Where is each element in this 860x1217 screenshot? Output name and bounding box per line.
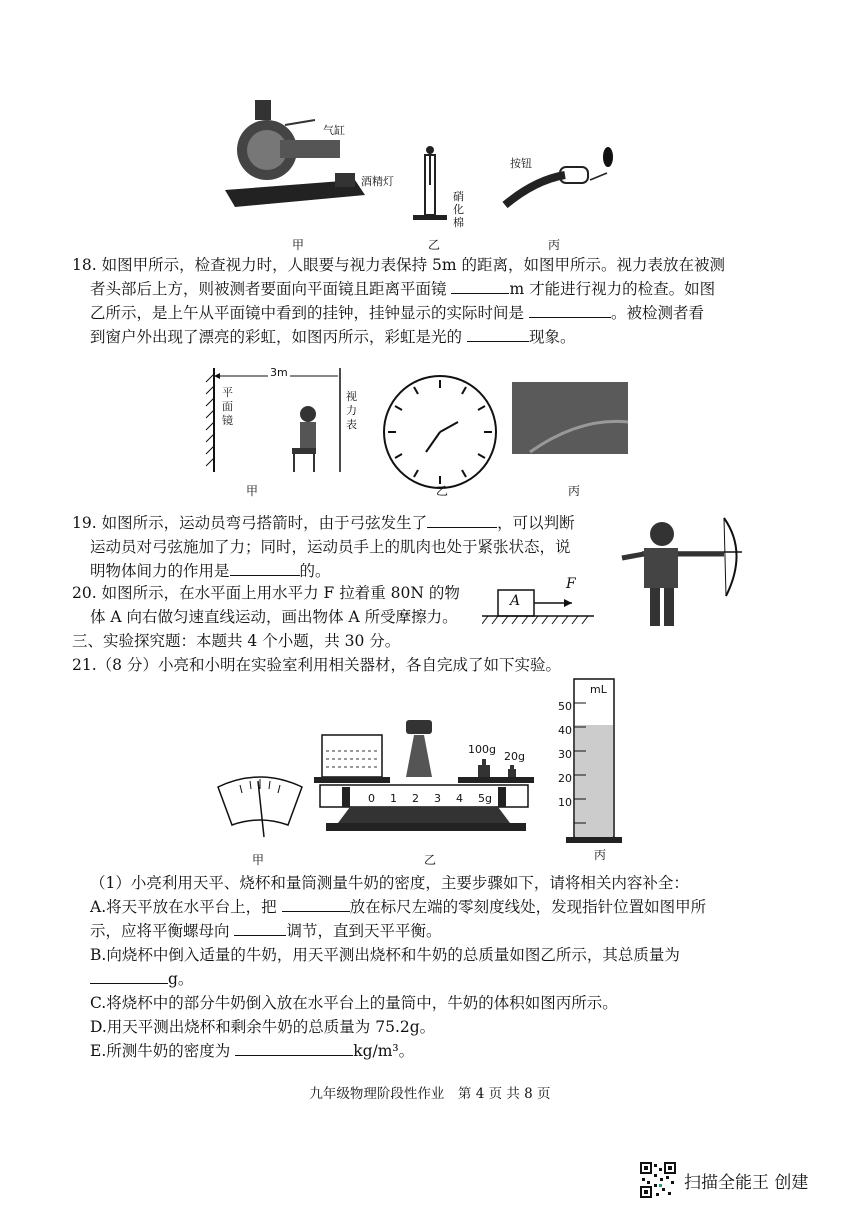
caption-18-a: 甲 bbox=[246, 484, 259, 498]
q18-number: 18. bbox=[72, 256, 97, 274]
q19-line1: 19. 如图所示，运动员弯弓搭箭时，由于弓弦发生了 ，可以判断 bbox=[72, 514, 575, 532]
figure-21 bbox=[210, 675, 650, 860]
q21-step-c: C.将烧杯中的部分牛奶倒入放在水平台上的量筒中，牛奶的体积如图丙所示。 bbox=[90, 994, 618, 1012]
figure-top-drawing bbox=[215, 95, 635, 255]
caption-18-b: 乙 bbox=[436, 484, 449, 498]
q21-step-a-line2: 示，应将平衡螺母向 调节，直到天平平衡。 bbox=[90, 922, 442, 940]
qr-code-icon bbox=[640, 1162, 676, 1198]
q20-line2: 体 A 向右做匀速直线运动，画出物体 A 所受摩擦力。 bbox=[90, 608, 458, 626]
caption-top-b: 乙 bbox=[428, 238, 441, 252]
q18-line1: 18. 如图甲所示，检查视力时，人眼要与视力表保持 5m 的距离，如图甲所示。视力表放在被测 bbox=[72, 256, 726, 274]
q18-line4: 到窗户外出现了漂亮的彩虹，如图丙所示，彩虹是光的 现象。 bbox=[90, 328, 576, 346]
q18-line3: 乙所示，是上午从平面镜中看到的挂钟，挂钟显示的实际时间是 。被检测者看 bbox=[90, 304, 704, 322]
figure-20 bbox=[482, 576, 602, 628]
label-chart: 视 力 表 bbox=[346, 390, 357, 431]
q21-step-a-line1: A.将天平放在水平台上，把 放在标尺左端的零刻度线处，发现指针位置如图甲所 bbox=[90, 898, 707, 916]
watermark-text: 扫描全能王 创建 bbox=[684, 1172, 809, 1193]
section-3-heading: 三、实验探究题：本题共 4 个小题，共 30 分。 bbox=[72, 632, 401, 650]
figure-archer bbox=[612, 512, 747, 627]
figure-18 bbox=[200, 362, 640, 502]
label-mirror: 平 面 镜 bbox=[222, 386, 233, 427]
caption-21-c: 丙 bbox=[594, 848, 607, 862]
caption-21-a: 甲 bbox=[252, 853, 265, 867]
q18-blank-2[interactable] bbox=[529, 303, 611, 318]
q21-blank-2[interactable] bbox=[234, 921, 286, 936]
q18-line2: 者头部后上方，则被测者要面向平面镜且距离平面镜 m 才能进行视力的检查。如图 bbox=[90, 280, 716, 298]
page-footer: 九年级物理阶段性作业 第 4 页 共 8 页 bbox=[309, 1086, 551, 1102]
caption-top-c: 丙 bbox=[548, 238, 561, 252]
caption-top-a: 甲 bbox=[292, 238, 305, 252]
weight-100g: 100g bbox=[468, 743, 496, 756]
weight-20g: 20g bbox=[504, 750, 525, 763]
label-ether: 硝化棉 bbox=[453, 190, 464, 229]
q20-number: 20. bbox=[72, 584, 97, 602]
figure-18-drawing bbox=[200, 362, 640, 502]
q21-number: 21. bbox=[72, 656, 97, 674]
q21-step-b-line2: g。 bbox=[90, 968, 193, 990]
q18-blank-1[interactable] bbox=[451, 279, 509, 294]
q20-line1: 20. 如图所示，在水平面上用水平力 F 拉着重 80N 的物 bbox=[72, 584, 460, 602]
q21-part1: （1）小亮利用天平、烧杯和量筒测量牛奶的密度，主要步骤如下，请将相关内容补全： bbox=[90, 874, 689, 892]
q21-blank-3[interactable] bbox=[90, 969, 168, 984]
q21-blank-4[interactable] bbox=[235, 1041, 353, 1056]
caption-21-b: 乙 bbox=[424, 853, 437, 867]
scanner-watermark bbox=[640, 1162, 840, 1198]
figure-top bbox=[215, 95, 635, 255]
label-button: 按钮 bbox=[510, 157, 532, 170]
balance-scale-ticks: 0 1 2 3 4 5g bbox=[368, 792, 492, 805]
q21-step-b-line1: B.向烧杯中倒入适量的牛奶，用天平测出烧杯和牛奶的总质量如图乙所示，其总质量为 bbox=[90, 946, 680, 964]
cylinder-unit: mL bbox=[590, 683, 607, 696]
q19-blank-2[interactable] bbox=[230, 561, 300, 576]
q19-number: 19. bbox=[72, 514, 97, 532]
q19-blank-1[interactable] bbox=[427, 513, 497, 528]
q19-line3: 明物体间力的作用是 的。 bbox=[90, 562, 331, 580]
q21-intro: 21.（8 分）小亮和小明在实验室利用相关器材，各自完成了如下实验。 bbox=[72, 656, 561, 674]
q19-line2: 运动员对弓弦施加了力；同时，运动员手上的肌肉也处于紧张状态，说 bbox=[90, 538, 571, 556]
q21-step-e: E.所测牛奶的密度为 kg/m³。 bbox=[90, 1042, 415, 1060]
label-cylinder: 气缸 bbox=[323, 124, 345, 137]
label-distance: 3m bbox=[270, 366, 288, 379]
q18-blank-3[interactable] bbox=[467, 327, 529, 342]
q21-step-d: D.用天平测出烧杯和剩余牛奶的总质量为 75.2g。 bbox=[90, 1018, 436, 1036]
label-lamp: 酒精灯 bbox=[361, 175, 394, 188]
force-label: F bbox=[566, 576, 576, 592]
cylinder-ticks: 50 40 30 20 10 bbox=[558, 700, 572, 809]
q21-blank-1[interactable] bbox=[282, 897, 350, 912]
block-label: A bbox=[510, 593, 521, 609]
caption-18-c: 丙 bbox=[568, 484, 581, 498]
